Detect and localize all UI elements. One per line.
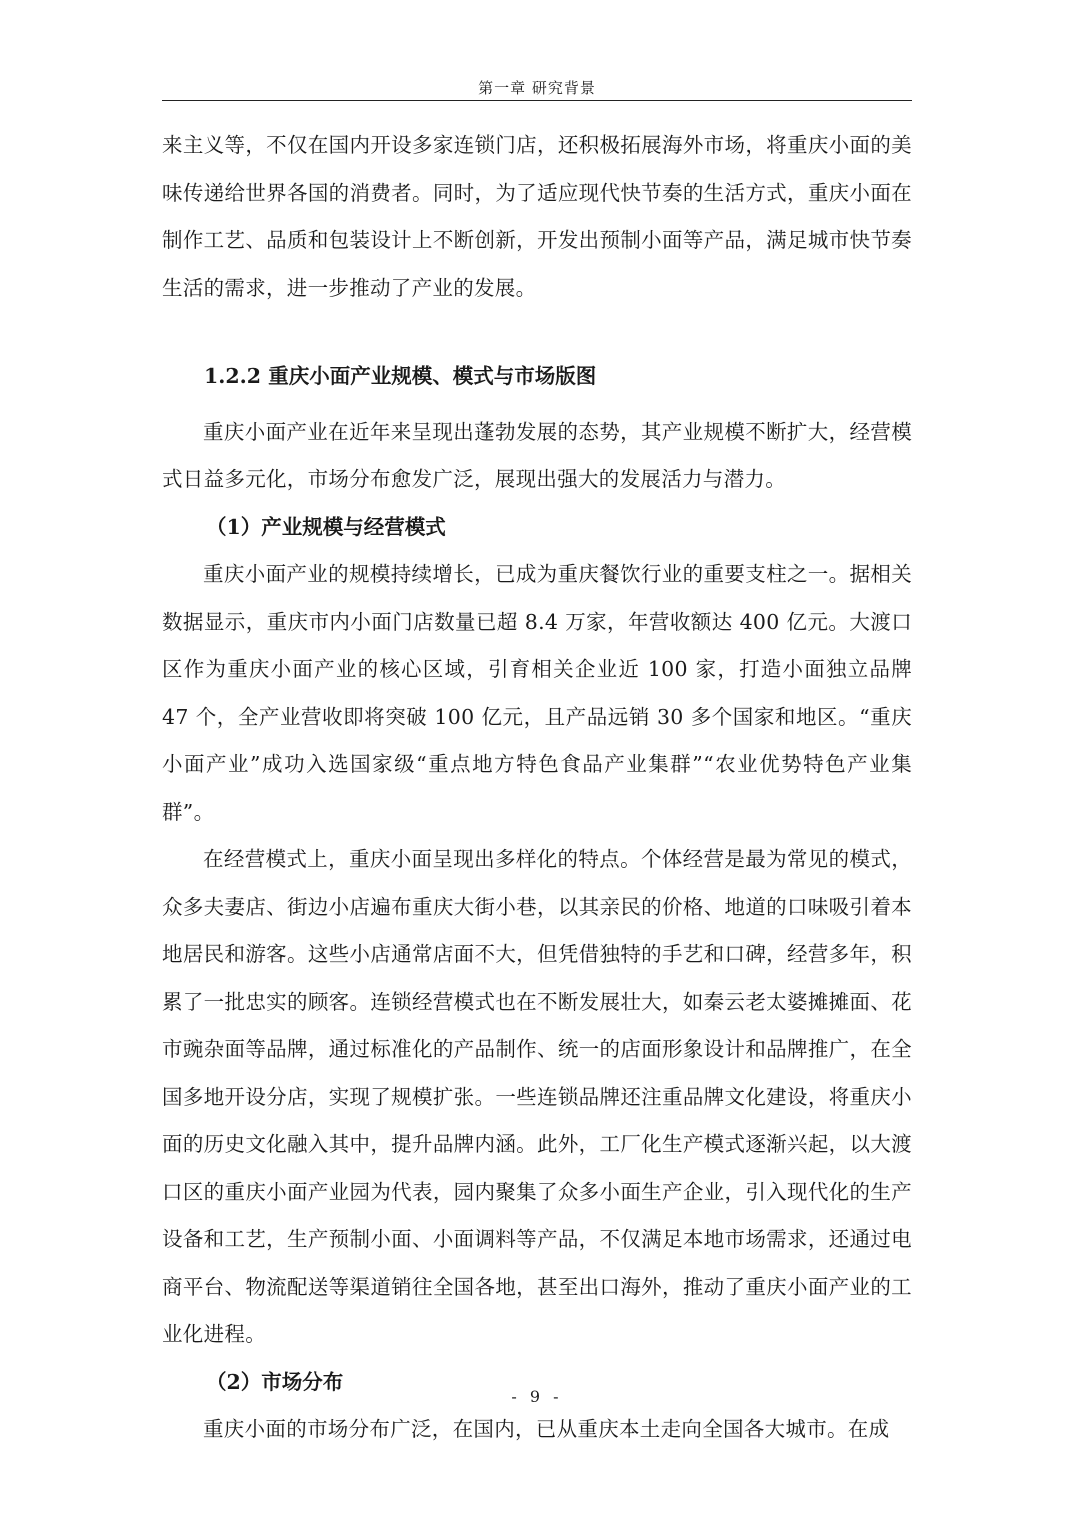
business-model-paragraph: 在经营模式上，重庆小面呈现出多样化的特点。个体经营是最为常见的模式，众多夫妻店、街边小店遍布重庆大街小巷，以其亲民的价格、地道的口味吸引着本地居民和游客。这些小店通常店面不大，但凭借独特的手艺和口碑，经营多年，积累了一批忠实的顾客。连锁经营模式也在不断发展壮大，如秦云老太婆摊摊面、花市豌杂面等品牌，通过标准化的产品制作、统一的店面形象设计和品牌推广，在全国多地开设分店，实现了规模扩张。一些连锁品牌还注重品牌文化建设，将重庆小面的历史文化融入其中，提升品牌内涵。此外，工厂化生产模式逐渐兴起，以大渡口区的重庆小面产业园为代表，园内聚集了众多小面生产企业，引入现代化的生产设备和工艺，生产预制小面、小面调料等产品，不仅满足本地市场需求，还通过电商平台、物流配送等渠道销往全国各地，甚至出口海外，推动了重庆小面产业的工业化进程。 bbox=[162, 847, 912, 1346]
running-header: 第一章 研究背景 bbox=[478, 79, 596, 97]
subheading-market-distribution: （2）市场分布 bbox=[206, 1369, 344, 1394]
market-distribution-paragraph: 重庆小面的市场分布广泛，在国内，已从重庆本土走向全国各大城市。在成 bbox=[203, 1417, 890, 1441]
section-spacing bbox=[162, 312, 912, 353]
section-intro-paragraph: 重庆小面产业在近年来呈现出蓬勃发展的态势，其产业规模不断扩大，经营模式日益多元化，市场分布愈发广泛，展现出强大的发展活力与潜力。 bbox=[162, 419, 912, 491]
industry-scale-paragraph: 重庆小面产业的规模持续增长，已成为重庆餐饮行业的重要支柱之一。据相关数据显示，重庆市内小面门店数量已超 8.4 万家，年营收额达 400 亿元。大渡口区作为重庆小面产业的核心区域，引育相关企业近 100 家，打造小面独立品牌 47 个，全产业营收即将突破 100 亿元，且产品远销 30 多个国家和地区。“重庆小面产业”成功入选国家级“重点地方特色食品产业集群”“农业优势特色产业集群”。 bbox=[162, 562, 912, 824]
heading-spacing bbox=[162, 401, 912, 409]
subheading-industry-scale: （1）产业规模与经营模式 bbox=[206, 514, 446, 539]
page-number: - 9 - bbox=[511, 1387, 563, 1406]
paragraph-continuation: 来主义等，不仅在国内开设多家连锁门店，还积极拓展海外市场，将重庆小面的美味传递给世界各国的消费者。同时，为了适应现代快节奏的生活方式，重庆小面在制作工艺、品质和包装设计上不断创新，开发出预制小面等产品，满足城市快节奏生活的需求，进一步推动了产业的发展。 bbox=[162, 133, 912, 300]
section-heading: 1.2.2 重庆小面产业规模、模式与市场版图 bbox=[204, 364, 597, 388]
page-body bbox=[162, 122, 912, 1454]
header-divider bbox=[162, 100, 912, 101]
